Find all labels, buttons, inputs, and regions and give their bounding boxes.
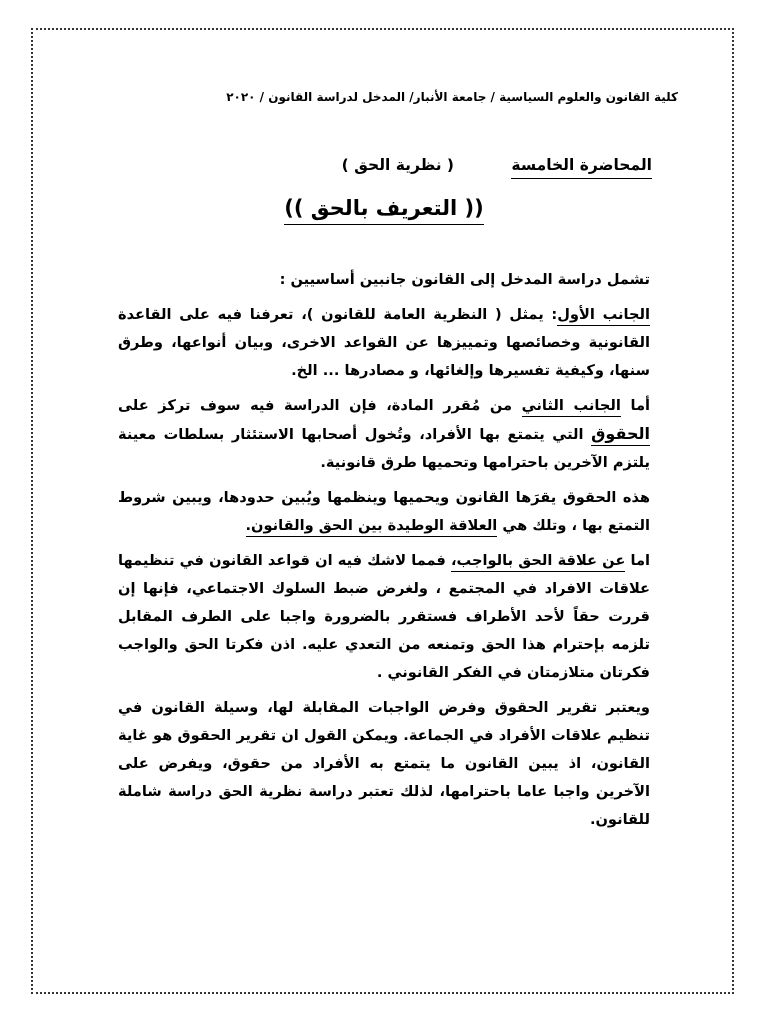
rights-law-text: هذه الحقوق يقرَها القانون ويحميها وينظمها ويُبين حدودها، ويبين شروط التمتع بها ، وتلك هي (118, 489, 650, 534)
rights-keyword: الحقوق (591, 424, 650, 446)
second-aspect-rest: التي يتمتع بها الأفراد، وتُخول أصحابها الاستئثار بسلطات معينة يلتزم الآخرين باحترامها وتحميها طرق قانونية. (118, 426, 650, 471)
document-header: كلية القانون والعلوم السياسية / جامعة الأنبار/ المدخل لدراسة القانون / ٢٠٢٠ (226, 90, 678, 104)
document-body (118, 266, 650, 841)
page-title-text: (( التعريف بالحق )) (284, 196, 484, 225)
second-aspect-mid: من مُقرر المادة، فإن الدراسة فيه سوف تركز على (118, 397, 513, 414)
right-duty-pre: اما (630, 552, 650, 569)
first-aspect-text: : يمثل ( النظرية العامة للقانون )، تعرفنا فيه على القاعدة القانونية وخصائصها وتمييزها عن القواعد الاخرى، وبيان أنواعها، وطرق سنها، وكيفية تفسيرها وإلغائها، و مصادرها ... الخ. (118, 306, 650, 379)
lecture-number: المحاضرة الخامسة (511, 156, 652, 179)
paragraph-first-aspect (118, 301, 650, 385)
lecture-topic: ( نظرية الحق ) (341, 156, 455, 174)
first-aspect-label: الجانب الأول (557, 306, 650, 326)
paragraph-conclusion: ويعتبر تقرير الحقوق وفرض الواجبات المقابلة لها، وسيلة القانون في تنظيم علاقات الأفراد في الجماعة. ويمكن القول ان تقرير الحقوق هو غاية القانون، اذ يبين القانون ما يتمتع به الأفراد من حقوق، ويفرض على الآخرين واجبا عاما باحترامها، لذلك تعتبر دراسة نظرية الحق دراسة شاملة للقانون. (118, 699, 650, 828)
paragraph-rights-law (118, 484, 650, 540)
rights-law-relation: العلاقة الوطيدة بين الحق والقانون. (246, 517, 498, 537)
paragraph-second-aspect (118, 392, 650, 477)
second-aspect-pre: أما (630, 397, 650, 414)
page-title (0, 196, 768, 220)
intro-paragraph: تشمل دراسة المدخل إلى القانون جانبين أساسيين : (279, 271, 650, 288)
second-aspect-label: الجانب الثاني (522, 397, 621, 417)
lecture-heading (132, 156, 652, 174)
paragraph-right-duty (118, 547, 650, 687)
right-duty-text: فمما لاشك فيه ان قواعد القانون في تنظيمها علاقات الافراد في المجتمع ، ولغرض ضبط السلوك الاجتماعي، فإنها إن قررت حقاً لأحد الأطراف فستقرر بالضرورة واجبا على الطرف المقابل تلزمه بإحترام هذا الحق وتمنعه من التعدي عليه. اذن فكرتا الحق والواجب فكرتان متلازمتان في الفكر القانوني . (118, 552, 650, 681)
right-duty-label: عن علاقة الحق بالواجب، (451, 552, 625, 572)
